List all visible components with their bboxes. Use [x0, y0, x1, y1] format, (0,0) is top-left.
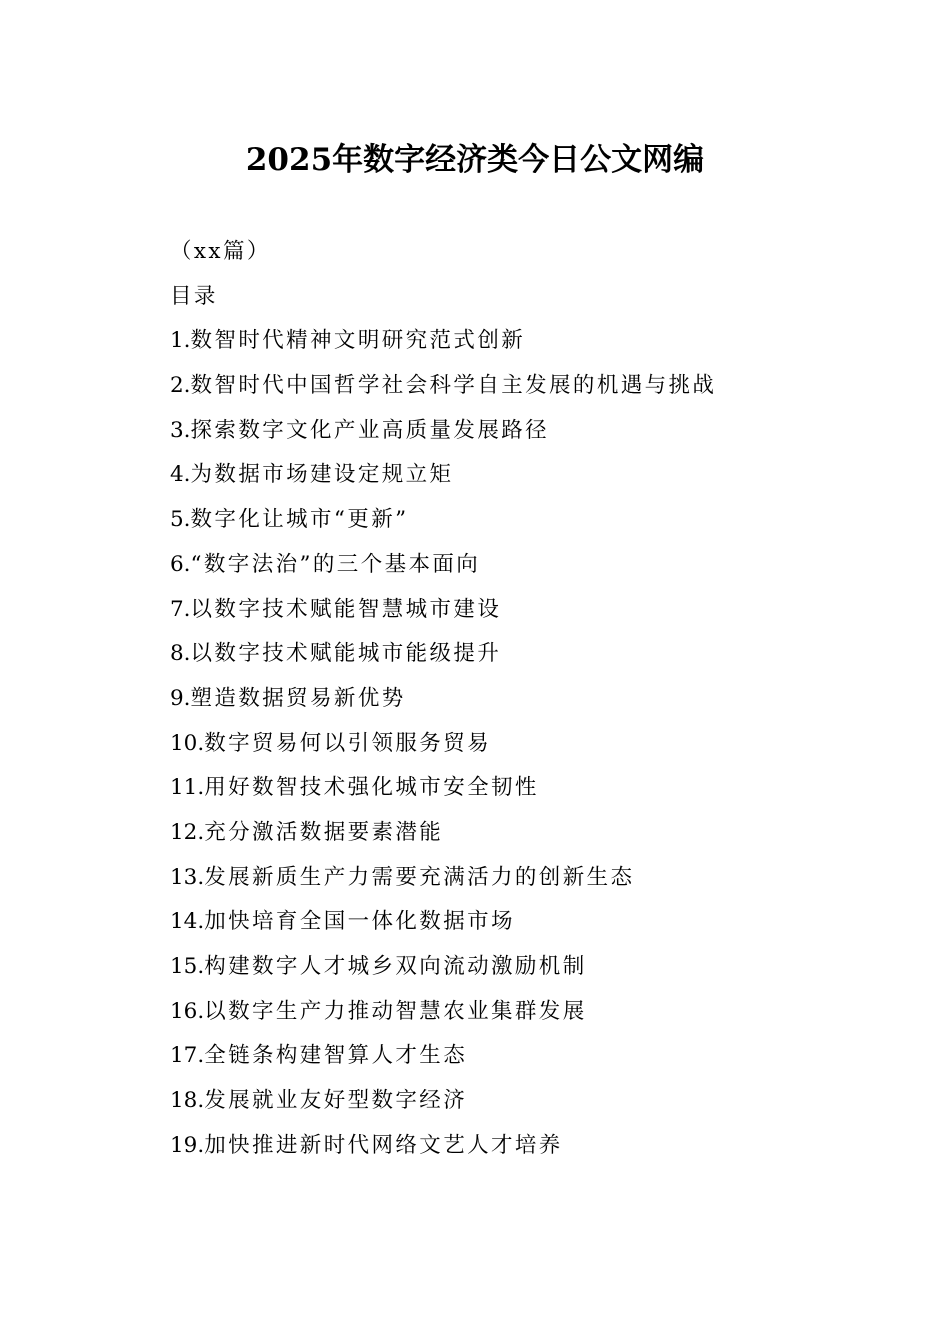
toc-item-number: 17.: [170, 1043, 205, 1069]
toc-item-number: 14.: [170, 909, 205, 935]
toc-item-number: 1.: [170, 328, 191, 354]
toc-item-number: 2.: [170, 373, 191, 399]
toc-heading: 目录: [170, 283, 218, 309]
toc-item: [170, 766, 870, 811]
toc-item-title: 发展新质生产力需要充满活力的创新生态: [204, 864, 635, 890]
count-note: （xx篇）: [170, 239, 271, 264]
toc-item-title: 以数字生产力推动智慧农业集群发展: [204, 998, 587, 1024]
toc-item: [170, 498, 870, 543]
toc-item-number: 7.: [170, 596, 191, 622]
toc-item: [170, 900, 870, 945]
toc-item: [170, 364, 870, 409]
toc-item-title: 用好数智技术强化城市安全韧性: [204, 775, 539, 801]
toc-item-title: 以数字技术赋能城市能级提升: [190, 641, 502, 667]
toc-item: [170, 856, 870, 901]
toc-item-number: 9.: [170, 685, 191, 711]
toc-item-title: 加快推进新时代网络文艺人才培养: [204, 1132, 563, 1158]
toc-item-number: 12.: [170, 819, 205, 845]
toc-item-title: 数智时代中国哲学社会科学自主发展的机遇与挑战: [190, 373, 717, 399]
toc-item-title: 塑造数据贸易新优势: [190, 685, 406, 711]
toc-item: [170, 632, 870, 677]
document-title: 2025年数字经济类今日公文网编: [245, 142, 705, 178]
toc-item-title: 数智时代精神文明研究范式创新: [190, 328, 526, 354]
toc-item-number: 13.: [170, 864, 205, 890]
toc-item-title: 数字化让城市“更新”: [190, 507, 409, 533]
table-of-contents: [170, 319, 870, 1168]
toc-item-number: 4.: [170, 462, 191, 488]
toc-item-number: 11.: [170, 775, 205, 801]
toc-item: [170, 811, 870, 856]
toc-item-title: 充分激活数据要素潜能: [204, 819, 444, 845]
toc-item-number: 3.: [170, 417, 191, 443]
toc-item: [170, 409, 870, 454]
toc-item-number: 10.: [170, 730, 205, 756]
toc-item-title: 为数据市场建设定规立矩: [190, 462, 454, 488]
toc-item: [170, 722, 870, 767]
toc-item-number: 18.: [170, 1088, 205, 1114]
toc-item: [170, 1034, 870, 1079]
toc-item: [170, 990, 870, 1035]
toc-item: [170, 677, 870, 722]
toc-item-title: 全链条构建智算人才生态: [204, 1043, 468, 1069]
document-body: [170, 230, 870, 1168]
toc-item: [170, 945, 870, 990]
toc-item-number: 15.: [170, 954, 205, 979]
toc-item: [170, 453, 870, 498]
toc-item-title: “数字法治”的三个基本面向: [190, 551, 481, 577]
toc-item-number: 16.: [170, 998, 205, 1024]
toc-item: [170, 1079, 870, 1124]
toc-item: [170, 319, 870, 364]
toc-item: [170, 588, 870, 633]
toc-item-number: 5.: [170, 507, 191, 533]
toc-item-number: 6.: [170, 551, 191, 577]
toc-item-title: 以数字技术赋能智慧城市建设: [190, 596, 502, 622]
toc-item: [170, 1124, 870, 1169]
toc-item: [170, 543, 870, 588]
toc-item-title: 数字贸易何以引领服务贸易: [204, 730, 492, 756]
toc-item-title: 构建数字人才城乡双向流动激励机制: [204, 954, 587, 979]
toc-item-title: 加快培育全国一体化数据市场: [204, 909, 515, 935]
toc-item-number: 19.: [170, 1132, 205, 1158]
toc-item-title: 发展就业友好型数字经济: [204, 1088, 468, 1114]
toc-item-title: 探索数字文化产业高质量发展路径: [190, 417, 550, 443]
toc-item-number: 8.: [170, 641, 191, 667]
